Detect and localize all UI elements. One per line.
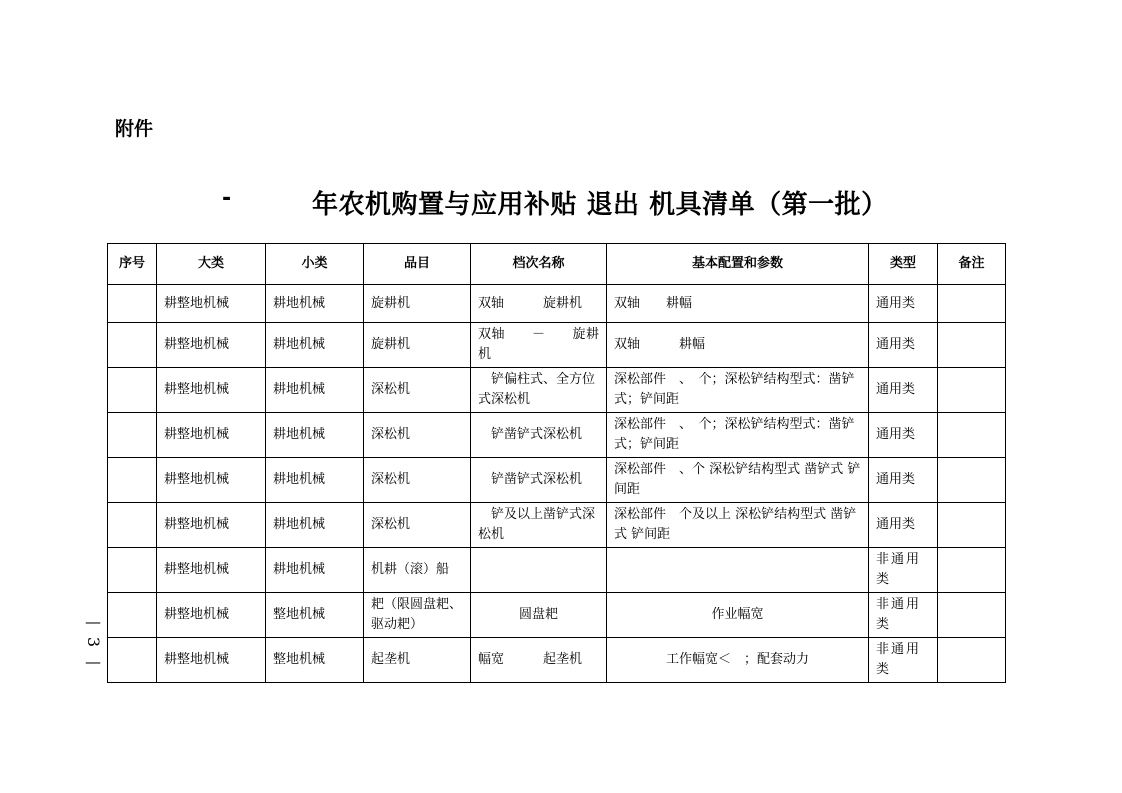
page-number-digit: 3	[84, 636, 103, 648]
cell-config: 作业幅宽	[607, 593, 869, 638]
col-header-item: 品目	[364, 244, 471, 285]
cell-no	[108, 368, 157, 413]
cell-item: 旋耕机	[364, 285, 471, 323]
cell-no	[108, 458, 157, 503]
cell-item: 起垄机	[364, 638, 471, 683]
cell-note	[938, 413, 1006, 458]
col-header-major-category: 大类	[157, 244, 266, 285]
cell-minor-category: 耕地机械	[266, 548, 364, 593]
cell-major-category: 耕整地机械	[157, 638, 266, 683]
cell-major-category: 耕整地机械	[157, 285, 266, 323]
cell-note	[938, 285, 1006, 323]
cell-grade-name: 双轴 旋耕机	[471, 285, 607, 323]
cell-config: 深松部件 、 个；深松铲结构型式：凿铲式；铲间距	[607, 413, 869, 458]
cell-item: 深松机	[364, 368, 471, 413]
cell-no	[108, 285, 157, 323]
cell-grade-name: 圆盘耙	[471, 593, 607, 638]
cell-item: 机耕（滚）船	[364, 548, 471, 593]
cell-no	[108, 413, 157, 458]
cell-note	[938, 503, 1006, 548]
cell-major-category: 耕整地机械	[157, 413, 266, 458]
table-row	[108, 593, 1006, 638]
cell-config: 深松部件 、个 深松铲结构型式 凿铲式 铲间距	[607, 458, 869, 503]
table-row	[108, 368, 1006, 413]
cell-grade-name: 幅宽 起垄机	[471, 638, 607, 683]
cell-minor-category: 整地机械	[266, 593, 364, 638]
page-number	[84, 612, 102, 672]
cell-config	[607, 548, 869, 593]
cell-note	[938, 368, 1006, 413]
cell-note	[938, 593, 1006, 638]
cell-grade-name: 铲及以上凿铲式深松机	[471, 503, 607, 548]
page-number-dash-top: —	[85, 612, 101, 631]
table-header-row	[108, 244, 1006, 285]
cell-major-category: 耕整地机械	[157, 458, 266, 503]
cell-item: 深松机	[364, 458, 471, 503]
cell-minor-category: 耕地机械	[266, 323, 364, 368]
cell-no	[108, 638, 157, 683]
cell-grade-name	[471, 548, 607, 593]
cell-no	[108, 548, 157, 593]
col-header-config: 基本配置和参数	[607, 244, 869, 285]
page-number-dash-bottom: —	[85, 652, 101, 671]
table-row	[108, 548, 1006, 593]
cell-type: 非通用类	[869, 638, 938, 683]
col-header-type: 类型	[869, 244, 938, 285]
cell-minor-category: 耕地机械	[266, 285, 364, 323]
col-header-no: 序号	[108, 244, 157, 285]
table-row	[108, 638, 1006, 683]
cell-type: 通用类	[869, 323, 938, 368]
cell-config: 工作幅宽＜ ；配套动力	[607, 638, 869, 683]
cell-config: 深松部件 、 个；深松铲结构型式：凿铲式；铲间距	[607, 368, 869, 413]
cell-item: 深松机	[364, 503, 471, 548]
cell-note	[938, 548, 1006, 593]
cell-grade-name: 铲凿铲式深松机	[471, 458, 607, 503]
cell-note	[938, 323, 1006, 368]
cell-type: 通用类	[869, 413, 938, 458]
table-row	[108, 458, 1006, 503]
subsidy-exit-table	[107, 243, 1006, 683]
table-row	[108, 285, 1006, 323]
title-year-placeholder: -	[222, 186, 232, 211]
col-header-grade-name: 档次名称	[471, 244, 607, 285]
cell-minor-category: 耕地机械	[266, 458, 364, 503]
cell-major-category: 耕整地机械	[157, 593, 266, 638]
cell-grade-name: 双轴 － 旋耕机	[471, 323, 607, 368]
col-header-minor-category: 小类	[266, 244, 364, 285]
page-title: 年农机购置与应用补贴 退出 机具清单（第一批）	[312, 190, 888, 220]
cell-minor-category: 耕地机械	[266, 503, 364, 548]
table-row	[108, 413, 1006, 458]
cell-minor-category: 耕地机械	[266, 368, 364, 413]
cell-type: 通用类	[869, 503, 938, 548]
table-row	[108, 323, 1006, 368]
table-row	[108, 503, 1006, 548]
cell-config: 双轴 耕幅	[607, 285, 869, 323]
cell-type: 非通用类	[869, 548, 938, 593]
cell-major-category: 耕整地机械	[157, 323, 266, 368]
cell-note	[938, 638, 1006, 683]
cell-item: 耙（限圆盘耙、驱动耙）	[364, 593, 471, 638]
col-header-note: 备注	[938, 244, 1006, 285]
cell-no	[108, 593, 157, 638]
cell-minor-category: 整地机械	[266, 638, 364, 683]
cell-config: 双轴 耕幅	[607, 323, 869, 368]
cell-type: 通用类	[869, 458, 938, 503]
cell-item: 深松机	[364, 413, 471, 458]
cell-major-category: 耕整地机械	[157, 368, 266, 413]
attachment-label: 附件	[115, 118, 154, 140]
cell-config: 深松部件 个及以上 深松铲结构型式 凿铲式 铲间距	[607, 503, 869, 548]
cell-type: 非通用类	[869, 593, 938, 638]
cell-grade-name: 铲偏柱式、全方位式深松机	[471, 368, 607, 413]
cell-type: 通用类	[869, 368, 938, 413]
cell-note	[938, 458, 1006, 503]
cell-no	[108, 503, 157, 548]
cell-major-category: 耕整地机械	[157, 548, 266, 593]
cell-type: 通用类	[869, 285, 938, 323]
cell-minor-category: 耕地机械	[266, 413, 364, 458]
cell-no	[108, 323, 157, 368]
cell-grade-name: 铲凿铲式深松机	[471, 413, 607, 458]
cell-item: 旋耕机	[364, 323, 471, 368]
cell-major-category: 耕整地机械	[157, 503, 266, 548]
